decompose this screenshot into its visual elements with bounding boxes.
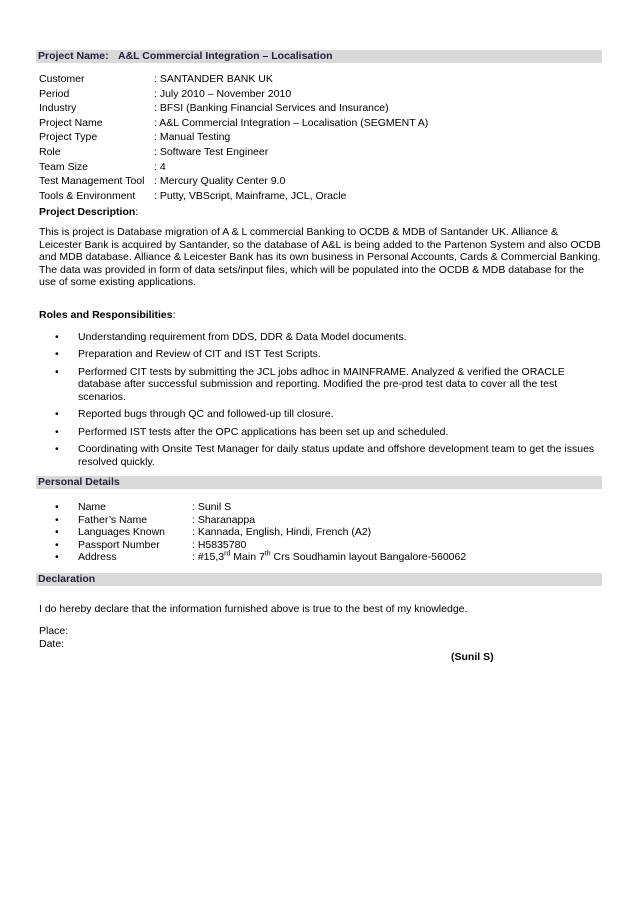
field-key: Test Management Tool — [39, 175, 145, 188]
declaration-bar: Declaration — [36, 573, 602, 586]
address-superscript: th — [264, 550, 271, 558]
field-key: Project Name — [39, 116, 103, 129]
bullet-icon: • — [55, 538, 59, 551]
personal-details — [36, 501, 602, 563]
bullet-icon: • — [55, 501, 59, 514]
field-key: Tools & Environment — [39, 189, 136, 202]
heading-colon: : — [135, 206, 139, 219]
detail-value: : Sharanappa — [192, 513, 256, 526]
list-item — [36, 408, 602, 421]
address-superscript: rd — [224, 550, 231, 558]
bullet-icon: • — [55, 443, 59, 456]
field-key: Period — [39, 87, 70, 100]
declaration-text: I do hereby declare that the information furnished above is true to the best of my knowledge. — [39, 603, 468, 616]
field-row — [36, 87, 602, 102]
list-item — [36, 514, 602, 526]
field-row — [36, 116, 602, 131]
detail-key: Passport Number — [78, 538, 160, 551]
field-key: Project Type — [39, 131, 98, 144]
list-item — [36, 501, 602, 513]
field-key: Industry — [39, 102, 77, 115]
list-item — [36, 366, 602, 404]
field-key: Team Size — [39, 160, 89, 173]
field-row — [36, 72, 602, 87]
bullet-icon: • — [55, 365, 59, 378]
field-value: : Putty, VBScript, Mainframe, JCL, Oracle — [154, 189, 347, 202]
field-value: : SANTANDER BANK UK — [154, 73, 273, 85]
list-item-text: Coordinating with Onsite Test Manager for daily status update and offshore development team to get the issues resolved quickly. — [78, 443, 595, 468]
address-part: : #15,3 — [192, 550, 225, 563]
detail-value — [192, 551, 466, 563]
place-label: Place: — [39, 624, 69, 637]
detail-key: Languages Known — [78, 526, 165, 539]
field-value: : BFSI (Banking Financial Services and Insurance) — [154, 102, 389, 115]
list-item — [36, 348, 602, 361]
bullet-icon: • — [55, 348, 59, 361]
address-part: Main 7 — [230, 550, 265, 563]
list-item — [36, 426, 602, 439]
list-item — [36, 331, 602, 344]
resume-page — [36, 50, 602, 665]
address-part: Crs Soudhamin layout Bangalore-560062 — [270, 550, 467, 563]
field-value: : 4 — [154, 160, 166, 173]
date-label: Date: — [39, 638, 65, 651]
field-row — [36, 145, 602, 160]
project-name-bar — [36, 50, 602, 63]
project-description: This is project is Database migration of A & L commercial Banking to OCDB & MDB of Santander UK. Alliance & Leicester Bank is acquired by Santander, so the database of A&L is being added to the Partenon System and also OCDB and MDB database. Alliance & Leicester Bank has its own business in Personal Accounts, Cards & Commercial Banking. The data was provided in form of data sets/input files, which will be populated into the OCDB & MDB database for the use of some existing applications. — [39, 226, 601, 289]
field-value: : July 2010 – November 2010 — [154, 87, 292, 100]
roles-list — [36, 331, 602, 469]
detail-key: Father’s Name — [78, 513, 148, 526]
field-key: Role — [39, 145, 61, 158]
list-item — [36, 539, 602, 551]
heading-colon: : — [172, 308, 176, 321]
field-row — [36, 130, 602, 145]
list-item — [36, 526, 602, 538]
detail-value: : Kannada, English, Hindi, French (A2) — [192, 526, 372, 539]
signature-row — [36, 651, 602, 665]
roles-heading — [36, 309, 602, 321]
list-item — [36, 443, 602, 468]
project-fields — [36, 72, 602, 203]
list-item-text: Performed CIT tests by submitting the JCL jobs adhoc in MAINFRAME. Analyzed & verified the ORACLE database after successful submission and reporting. Modified the pre-prod test data to cover all the test scenarios. — [78, 365, 565, 403]
field-row — [36, 174, 602, 189]
heading-text: Roles and Responsibilities — [39, 308, 173, 321]
field-row — [36, 101, 602, 116]
bullet-icon: • — [55, 425, 59, 438]
bullet-icon: • — [55, 408, 59, 421]
heading-text: Project Description — [39, 206, 136, 219]
detail-value: : Sunil S — [192, 501, 232, 514]
list-item-text: Understanding requirement from DDS, DDR & Data Model documents. — [78, 330, 407, 343]
list-item-text: Performed IST tests after the OPC applications has been set up and scheduled. — [78, 425, 449, 438]
list-item-text: Reported bugs through QC and followed-up till closure. — [78, 408, 334, 421]
detail-key: Name — [78, 501, 107, 514]
personal-details-bar: Personal Details — [36, 476, 602, 489]
field-key: Customer — [39, 73, 85, 85]
bullet-icon: • — [55, 550, 59, 563]
field-value: : A&L Commercial Integration – Localisation (SEGMENT A) — [154, 116, 429, 129]
list-item-text: Preparation and Review of CIT and IST Test Scripts. — [78, 348, 321, 361]
field-row — [36, 189, 602, 204]
field-value: : Mercury Quality Center 9.0 — [154, 175, 286, 188]
bullet-icon: • — [55, 526, 59, 539]
field-value: : Software Test Engineer — [154, 145, 269, 158]
field-value: : Manual Testing — [154, 131, 231, 144]
bullet-icon: • — [55, 513, 59, 526]
detail-value: : H5835780 — [192, 538, 247, 551]
list-item — [36, 551, 602, 563]
field-row — [36, 160, 602, 175]
project-name-value: A&L Commercial Integration – Localisation — [118, 50, 333, 62]
project-description-heading — [36, 206, 602, 218]
personal-details-list — [36, 501, 602, 563]
project-name-label: Project Name: — [38, 50, 109, 62]
bullet-icon: • — [55, 330, 59, 343]
detail-key: Address — [78, 550, 117, 563]
signature: (Sunil S) — [451, 650, 494, 663]
